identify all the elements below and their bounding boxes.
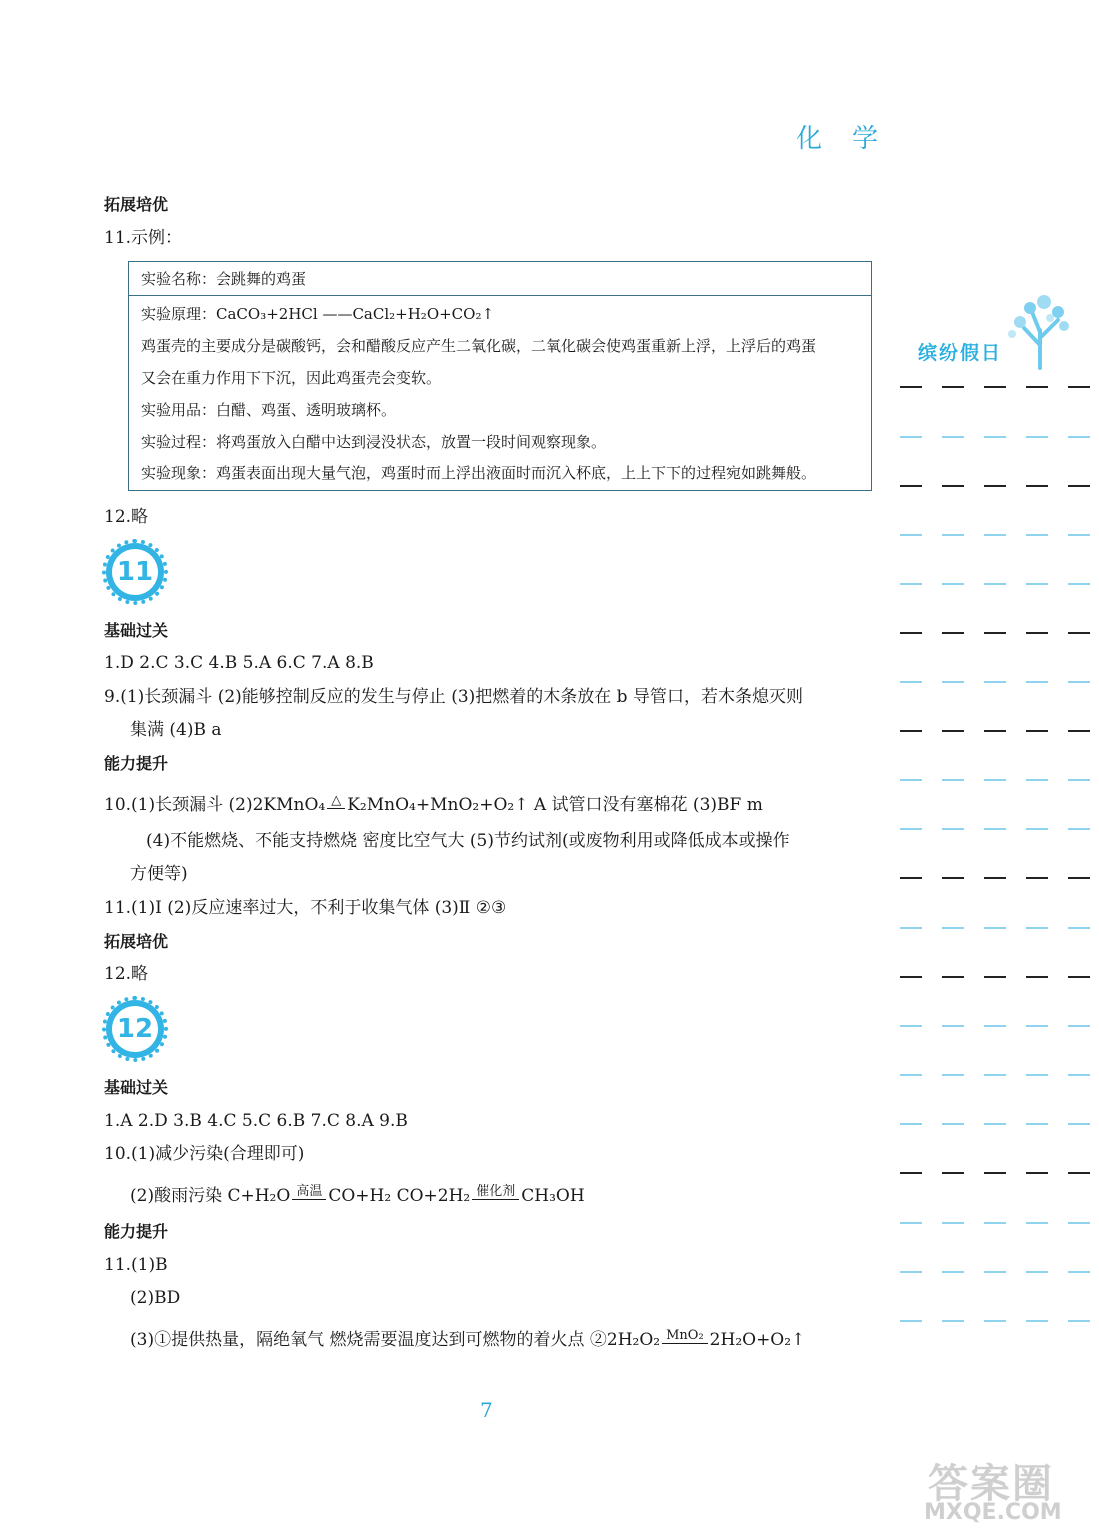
answer-line: 9.(1)长颈漏斗 (2)能够控制反应的发生与停止 (3)把燃着的木条放在 b 导管口，若木条熄灭则 (104, 687, 803, 707)
note-line (900, 1271, 1090, 1273)
box-row: 实验现象：鸡蛋表面出现大量气泡，鸡蛋时而上浮出液面时而沉入杯底，上上下下的过程宛如跳舞般。 (141, 464, 817, 482)
note-line (900, 1320, 1090, 1322)
reaction-condition: MnO₂ (662, 1329, 708, 1344)
answer-line: 集满 (4)B a (130, 720, 222, 740)
watermark (920, 1452, 1090, 1532)
answer-line: 1.D 2.C 3.C 4.B 5.A 6.C 7.A 8.B (104, 653, 374, 673)
note-line (900, 779, 1090, 781)
note-line (900, 386, 1090, 388)
box-divider (129, 295, 871, 296)
reaction-condition: 催化剂 (472, 1185, 519, 1200)
experiment-box (128, 261, 872, 491)
section-badge-number: 12 (112, 1006, 158, 1052)
reaction-arrow (292, 1185, 326, 1208)
answer-line: 12.略 (104, 964, 149, 984)
answer-line (130, 1185, 585, 1208)
note-line (900, 730, 1090, 732)
reaction-arrow (327, 794, 345, 817)
reaction-arrow (662, 1329, 708, 1352)
note-line (900, 485, 1090, 487)
answer-line: 11.(1)B (104, 1255, 168, 1275)
box-row: 实验过程：将鸡蛋放入白醋中达到浸没状态，放置一段时间观察现象。 (141, 433, 607, 451)
reaction-condition: △ (327, 794, 345, 809)
answer-line (104, 794, 763, 817)
section-heading: 基础过关 (104, 621, 169, 640)
equation-part: 10.(1)长颈漏斗 (2)2KMnO₄ (104, 795, 326, 815)
note-line (900, 632, 1090, 634)
answer-line: 10.(1)减少污染(合理即可) (104, 1144, 305, 1164)
tree-icon (1000, 290, 1080, 370)
box-row: 实验名称：会跳舞的鸡蛋 (141, 270, 307, 288)
page-number: 7 (480, 1398, 493, 1422)
equation-part: 2H₂O+O₂↑ (709, 1330, 806, 1350)
equation-part: (2)酸雨污染 C+H₂O (130, 1186, 291, 1206)
note-line (900, 828, 1090, 830)
note-line (900, 927, 1090, 929)
box-row: 又会在重力作用下下沉，因此鸡蛋壳会变软。 (141, 369, 442, 387)
logo-text: 缤纷假日 (918, 342, 1003, 364)
note-line (900, 1222, 1090, 1224)
box-row: 鸡蛋壳的主要成分是碳酸钙，会和醋酸反应产生二氧化碳，二氧化碳会使鸡蛋重新上浮，上浮后的鸡蛋 (141, 337, 817, 355)
answer-line: (2)BD (130, 1288, 181, 1308)
answer-line: (4)不能燃烧、不能支持燃烧 密度比空气大 (5)节约试剂(或废物利用或降低成本或操作 (146, 831, 790, 851)
note-line (900, 976, 1090, 978)
section-heading: 基础过关 (104, 1078, 169, 1097)
note-line (900, 1123, 1090, 1125)
answer-line (130, 1329, 805, 1352)
equation-part: (3)①提供热量，隔绝氧气 燃烧需要温度达到可燃物的着火点 ②2H₂O₂ (130, 1330, 661, 1350)
section-heading: 拓展培优 (104, 932, 169, 951)
section-heading: 能力提升 (104, 1222, 169, 1241)
note-line (900, 534, 1090, 536)
question-12: 12.略 (104, 507, 149, 527)
note-line (900, 877, 1090, 879)
note-line (900, 681, 1090, 683)
section-badge (106, 543, 164, 601)
equation-part: CH₃OH (521, 1186, 585, 1206)
note-line (900, 436, 1090, 438)
section-badge-number: 11 (112, 549, 158, 595)
box-row: 实验用品：白醋、鸡蛋、透明玻璃杯。 (141, 401, 397, 419)
note-line (900, 583, 1090, 585)
answer-line: 11.(1)Ⅰ (2)反应速率过大，不利于收集气体 (3)Ⅱ ②③ (104, 898, 507, 918)
note-line (900, 1025, 1090, 1027)
watermark-text: 答案圈 (928, 1461, 1054, 1507)
section-badge (106, 1000, 164, 1058)
question-11: 11.示例： (104, 228, 183, 248)
answer-line: 方便等) (130, 864, 188, 884)
equation-part: CO+H₂ CO+2H₂ (328, 1186, 471, 1206)
reaction-arrow (472, 1185, 519, 1208)
box-row: 实验原理：CaCO₃+2HCl ——CaCl₂+H₂O+CO₂↑ (141, 305, 495, 323)
reaction-condition: 高温 (292, 1185, 326, 1200)
note-line (900, 1172, 1090, 1174)
watermark-url: MXQE.COM (924, 1500, 1062, 1525)
answer-line: 1.A 2.D 3.B 4.C 5.C 6.B 7.C 8.A 9.B (104, 1111, 408, 1131)
equation-part: K₂MnO₄+MnO₂+O₂↑ A 试管口没有塞棉花 (3)BF m (347, 795, 763, 815)
note-line (900, 1074, 1090, 1076)
section-heading: 能力提升 (104, 754, 169, 773)
section-heading: 拓展培优 (104, 195, 169, 214)
subject-title: 化学 (796, 124, 909, 154)
